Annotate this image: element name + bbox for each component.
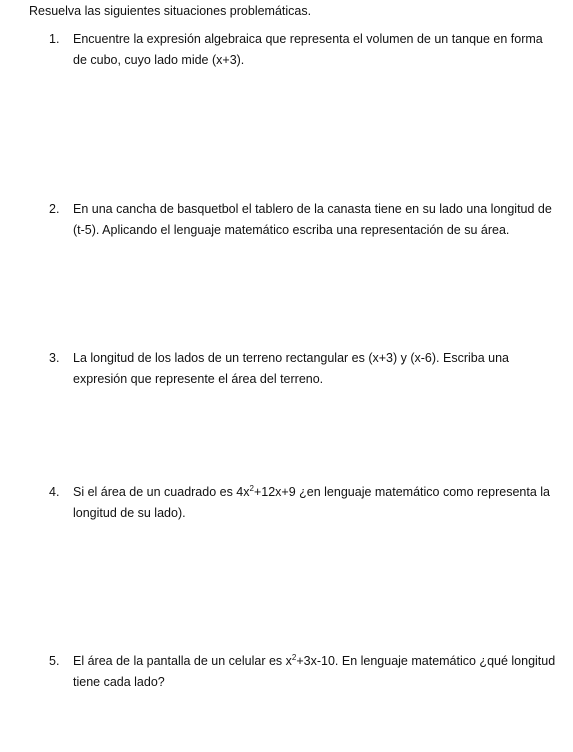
problem-text-part: +12x+9 ¿en lenguaje matemático como representa la longitud de su lado). — [73, 485, 550, 520]
exponent: 2 — [291, 652, 297, 662]
problem-text — [73, 651, 559, 693]
problem-item-5 — [49, 651, 559, 693]
problem-text-part: El área de la pantalla de un celular es x — [73, 654, 292, 668]
problem-text — [73, 482, 559, 524]
problem-item-4 — [49, 482, 559, 524]
problem-number: 3. — [49, 351, 60, 365]
problem-number: 2. — [49, 202, 60, 216]
problem-text: En una cancha de basquetbol el tablero de la canasta tiene en su lado una longitud de (t-5). Aplicando el lenguaje matemático escriba una representación de su área. — [73, 202, 552, 237]
problem-item-2 — [49, 199, 559, 241]
problem-item-1 — [49, 29, 559, 71]
problem-number: 4. — [49, 485, 60, 499]
problem-number: 1. — [49, 32, 60, 46]
instruction-text: Resuelva las siguientes situaciones problemáticas. — [29, 4, 312, 18]
problem-text-part: Si el área de un cuadrado es 4x — [73, 485, 250, 499]
exponent: 2 — [249, 483, 254, 493]
problem-text: Encuentre la expresión algebraica que representa el volumen de un tanque en forma de cubo, cuyo lado mide (x+3). — [73, 32, 543, 67]
problem-text-part: +3x-10. En lenguaje matemático ¿qué longitud tiene cada lado? — [73, 654, 556, 689]
problem-number: 5. — [49, 654, 60, 668]
problem-item-3 — [49, 348, 559, 390]
problem-text: La longitud de los lados de un terreno rectangular es (x+3) y (x-6). Escriba una expresión que represente el área del terreno. — [73, 351, 510, 386]
